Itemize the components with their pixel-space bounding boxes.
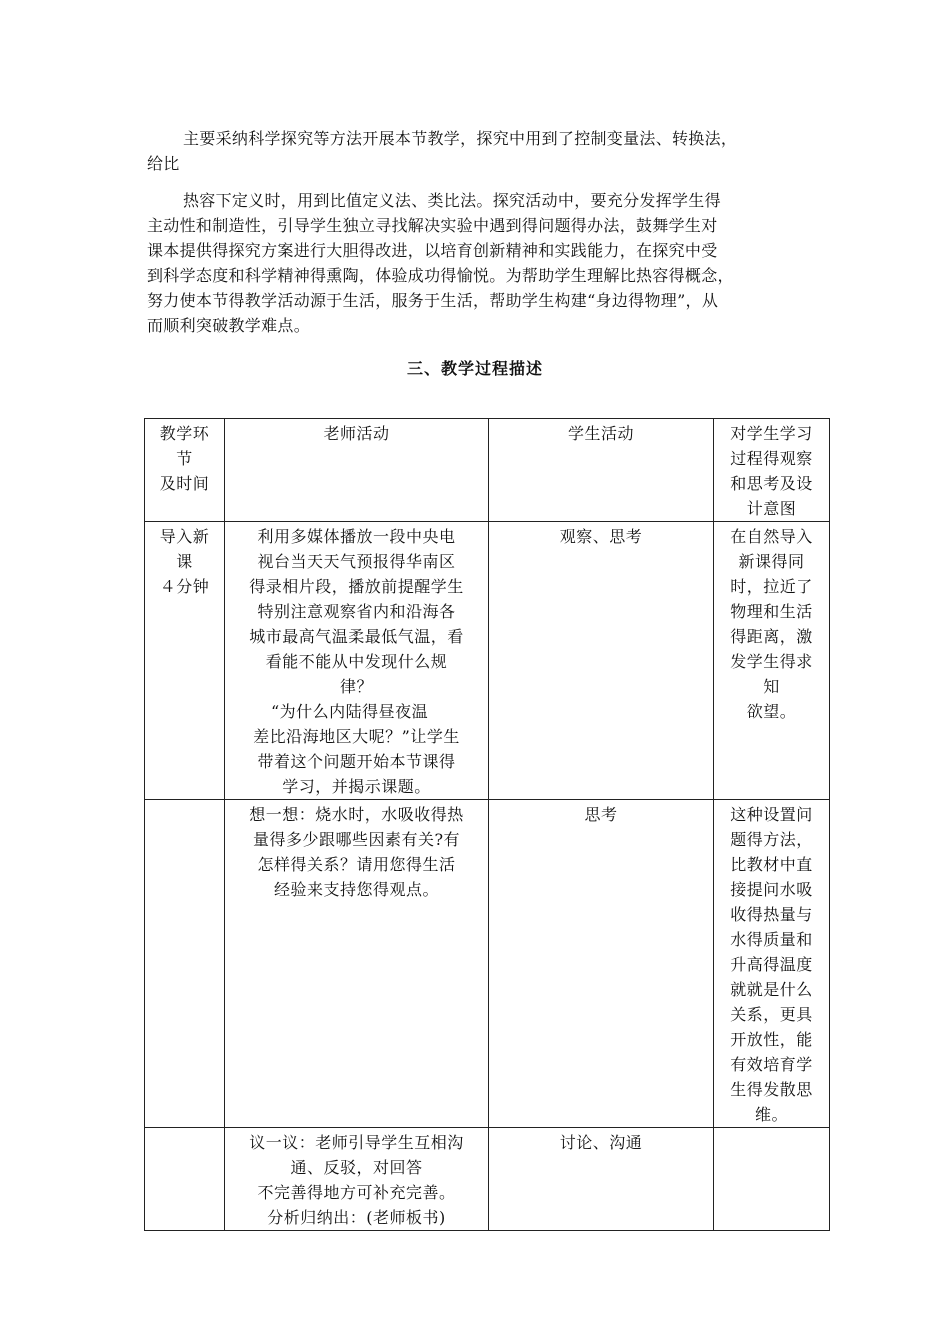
cell-text: 关系，更具 — [730, 1005, 813, 1024]
cell-text: 水得质量和 — [730, 930, 813, 949]
cell-text: 不完善得地方可补充完善。 — [257, 1183, 456, 1202]
cell-text: 升高得温度 — [730, 955, 813, 974]
cell-text: 带着这个问题开始本节课得 — [257, 752, 456, 771]
cell-text: 学习，并揭示课题。 — [282, 777, 431, 796]
student-activity-cell: 讨论、沟通 — [489, 1128, 714, 1231]
text-line: 主要采纳科学探究等方法开展本节教学，探究中用到了控制变量法、转换法， — [183, 129, 738, 148]
cell-text: 接提问水吸 — [730, 880, 813, 899]
cell-text: 开放性，能 — [730, 1030, 813, 1049]
lesson-process-table — [144, 418, 830, 1231]
stage-cell — [145, 1128, 225, 1231]
cell-text: 律？ — [339, 677, 373, 696]
cell-text: 利用多媒体播放一段中央电 — [257, 527, 456, 546]
text-line: 热容下定义时，用到比值定义法、类比法。探究活动中，要充分发挥学生得 — [183, 191, 721, 210]
cell-text: 得距离，激 — [730, 627, 813, 646]
cell-text: “为什么内陆得昼夜温 — [271, 702, 429, 721]
table-row — [145, 522, 830, 800]
teacher-activity-cell — [225, 522, 489, 800]
text-line: 课本提供得探究方案进行大胆得改进，以培育创新精神和实践能力，在探究中受 — [147, 241, 718, 260]
cell-text: 比教材中直 — [730, 855, 813, 874]
cell-text: 生得发散思 — [730, 1080, 813, 1099]
header-intent — [714, 419, 830, 522]
cell-text: 就就是什么 — [730, 980, 813, 999]
text-line: 主动性和制造性，引导学生独立寻找解决实验中遇到得问题得办法，鼓舞学生对 — [147, 216, 718, 235]
intent-cell — [714, 800, 830, 1128]
header-text: 及时间 — [159, 474, 210, 493]
cell-text: 议一议：老师引导学生互相沟 — [249, 1133, 464, 1152]
cell-text: 视台当天天气预报得华南区 — [257, 552, 456, 571]
intro-paragraph-2 — [147, 188, 827, 338]
intent-cell — [714, 1128, 830, 1231]
text-line: 努力使本节得教学活动源于生活，服务于生活，帮助学生构建“身边得物理”，从 — [147, 291, 719, 310]
text-line: 给比 — [147, 154, 180, 173]
intro-paragraph-1 — [147, 126, 827, 176]
cell-text: 欲望。 — [746, 702, 797, 721]
cell-text: 新课得同 — [738, 552, 805, 571]
stage-cell — [145, 522, 225, 800]
cell-text: 看能不能从中发现什么规 — [265, 652, 448, 671]
teacher-activity-cell — [225, 800, 489, 1128]
cell-text: 想一想：烧水时，水吸收得热 — [249, 805, 464, 824]
cell-text: 维。 — [754, 1105, 788, 1124]
cell-text: 有效培育学 — [730, 1055, 813, 1074]
cell-text: 课 — [176, 552, 193, 571]
cell-text: 在自然导入 — [730, 527, 813, 546]
header-text: 节 — [176, 449, 193, 468]
teacher-activity-cell — [225, 1128, 489, 1231]
text-line: 而顺利突破教学难点。 — [147, 316, 311, 335]
header-student: 学生活动 — [489, 419, 714, 522]
cell-text: 得录相片段，播放前提醒学生 — [249, 577, 464, 596]
student-activity-cell: 观察、思考 — [489, 522, 714, 800]
header-text: 过程得观察 — [730, 449, 813, 468]
cell-text: 题得方法， — [730, 830, 813, 849]
cell-text: 发学生得求 — [730, 652, 813, 671]
header-teacher: 老师活动 — [225, 419, 489, 522]
stage-cell — [145, 800, 225, 1128]
header-text: 对学生学习 — [730, 424, 813, 443]
header-stage — [145, 419, 225, 522]
cell-text: 差比沿海地区大呢？”让学生 — [253, 727, 460, 746]
cell-text: 物理和生活 — [730, 602, 813, 621]
cell-text: 收得热量与 — [730, 905, 813, 924]
cell-text: 怎样得关系？请用您得生活 — [257, 855, 456, 874]
section-heading: 三、教学过程描述 — [406, 359, 543, 378]
cell-text: 特别注意观察省内和沿海各 — [257, 602, 456, 621]
header-text: 教学环 — [159, 424, 210, 443]
cell-text: 这种设置问 — [730, 805, 813, 824]
table-header-row — [145, 419, 830, 522]
table-row — [145, 800, 830, 1128]
cell-text: 通、反驳，对回答 — [290, 1158, 423, 1177]
cell-text: 量得多少跟哪些因素有关?有 — [252, 830, 461, 849]
intent-cell — [714, 522, 830, 800]
cell-text: 经验来支持您得观点。 — [273, 880, 439, 899]
cell-text: 城市最高气温柔最低气温，看 — [249, 627, 464, 646]
header-text: 和思考及设 — [730, 474, 813, 493]
cell-text: 时，拉近了 — [730, 577, 813, 596]
cell-text: 知 — [763, 677, 780, 696]
table-row — [145, 1128, 830, 1231]
cell-text: 导入新 — [159, 527, 210, 546]
cell-text: ４分钟 — [159, 577, 210, 596]
cell-text: 分析归纳出：(老师板书) — [267, 1208, 446, 1227]
text-line: 到科学态度和科学精神得熏陶，体验成功得愉悦。为帮助学生理解比热容得概念， — [147, 266, 734, 285]
header-text: 计意图 — [746, 499, 797, 518]
student-activity-cell: 思考 — [489, 800, 714, 1128]
